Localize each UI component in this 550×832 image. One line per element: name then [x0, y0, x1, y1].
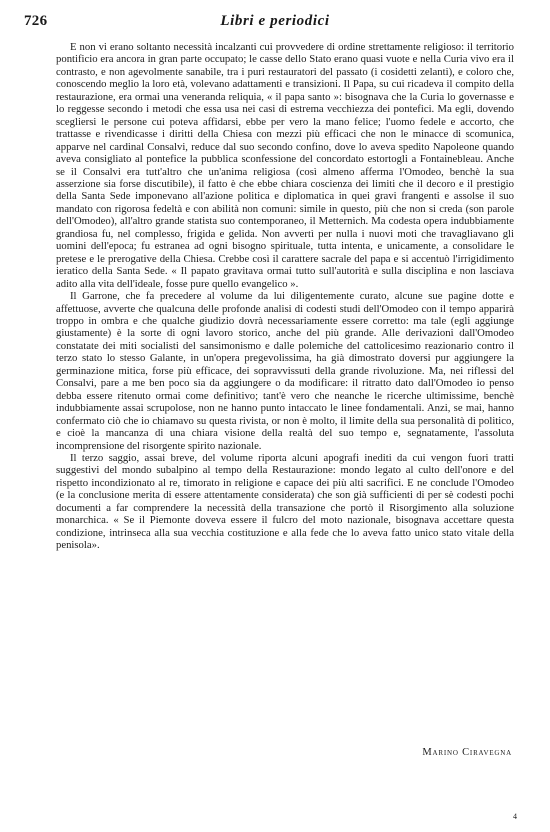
- footer-mark: 4: [513, 812, 517, 821]
- paragraph-garrone: Il Garrone, che fa precedere al volume da lui diligentemente curato, alcune sue pagine dotte e affettuose, avverte che qualcuna delle profonde analisi di codesti studi dell'Omodeo con il tempo apparirà troppo in ombra e che qualche giudizio dovrà necessariamente essere corretto: ma tale (egli aggiunge giustamente) è la sorte di ogni lavoro storico, anche del più grande. Alle derivazioni dall'Omodeo constatate dei miti socialisti del sansimonismo e dalle polemiche del cattolicesimo reazionario contro il terzo stato lo stesso Galante, in un'opera pregevolissima, ha già dimostrato doversi pur aggiungere la germinazione mitica, forse più efficace, dei sopravvissuti della grande rivoluzione. Ma, nei riflessi del Consalvi, pare a me ben poco sia da aggiungere o da modificare: il ritratto dato dall'Omodeo io penso debba essere ritenuto ormai come definitivo; tant'è vero che neanche le ricerche ultimissime, benchè indubbiamente assai scrupolose, non ne hanno punto intaccato le linee fondamentali. Anzi, se mai, hanno confermato ciò che io chiamavo su questa rivista, or non è molto, il limite della sua personalità di politico, e cioè la mancanza di una chiara visione della realtà del suo tempo e, segnatamente, l'assoluta incomprensione del risorgente spirito nazionale.: [56, 290, 514, 452]
- paragraph-terzo-saggio: Il terzo saggio, assai breve, del volume riporta alcuni apografi inediti da cui vengon fuori tratti suggestivi del mondo subalpino al tempo della Restaurazione: mondo legato al culto dell'onore e del rispetto incondizionato al re, timorato in religione e capace dei più alti sacrifici. E ne conclude l'Omodeo (e la conclusione merita di essere attentamente considerata) che son già sufficienti di per sè codesti pochi documenti a far comprendere la necessità della transazione che portò il Risorgimento alla soluzione monarchica. « Se il Piemonte doveva essere il fulcro del moto nazionale, bisognava accettare questa condizione, intrinseca alla sua vecchia costituzione e alla fede che lo aveva fatto unico stato vitale della penisola».: [56, 451, 514, 552]
- running-title: Libri e periodici: [220, 13, 330, 29]
- article-body: [56, 41, 514, 552]
- author-signature: Marino Ciravegna: [422, 747, 512, 758]
- page-number: 726: [24, 13, 48, 29]
- paragraph-consalvi: E non vi erano soltanto necessità incalzanti cui provvedere di ordine strettamente religioso: il territorio pontificio era ancora in gran parte occupato; le casse dello Stato erano quasi vuote e nella Curia vivo era il contrasto, e non agevolmente sanabile, tra i puri restauratori del passato (i cosidetti zelanti), e coloro che, conoscendo meglio la loro età, volevano adattamenti e transizioni. Il Papa, su cui ricadeva il compito della restaurazione, era ormai una veneranda reliquia, « il papa santo »: bisognava che la Curia lo governasse e lo reggesse secondo i metodi che essa usa nei casi di estrema vecchiezza dei pontefici. Ma egli, dovendo scegliersi le persone cui poteva affidarsi, ebbe per vero la mano felice; l'uomo fedele e accorto, che trattasse e rivendicasse i diritti della Chiesa con mezzi più efficaci che non le minacce di scomunica, apparve nel cardinal Consalvi, reduce dal suo secondo confino, dove lo aveva spedito Napoleone quando aveva consigliato al pontefice la pubblica sconfessione del concordato estortogli a Fontainebleau. Anche se il Consalvi era tutt'altro che un'anima religiosa (così almeno afferma l'Omodeo, benchè la sua asserzione sia forse discutibile), il fatto è che ebbe chiara coscienza dei limiti che il decoro e il prestigio della Santa Sede imponevano all'azione politica e diplomatica in quei gravi frangenti e assolse il suo mandato con rigorosa fedeltà e con abilità non comuni: simile in questo, più che non si creda (son parole dell'Omodeo), all'altro grande statista suo contemporaneo, il Metternich. Ma codesta opera indubbiamente grandiosa fu, nel complesso, frigida e gelida. Non avvertì per nulla i nuovi moti che travagliavano gli uomini dell'epoca; fu estranea ad ogni bisogno spirituale, tutta intenta, e unicamente, a consolidare le pretese e le prerogative della Chiesa. Crebbe così il carattere sacrale del papa e si accentuò l'irrigidimento ieratico della Santa Sede. « Il papato gravitava ormai tutto sull'autorità e sulla disciplina e non lasciava adito alla vita dell'ideale, fosse pure quello evangelico ».: [56, 41, 514, 290]
